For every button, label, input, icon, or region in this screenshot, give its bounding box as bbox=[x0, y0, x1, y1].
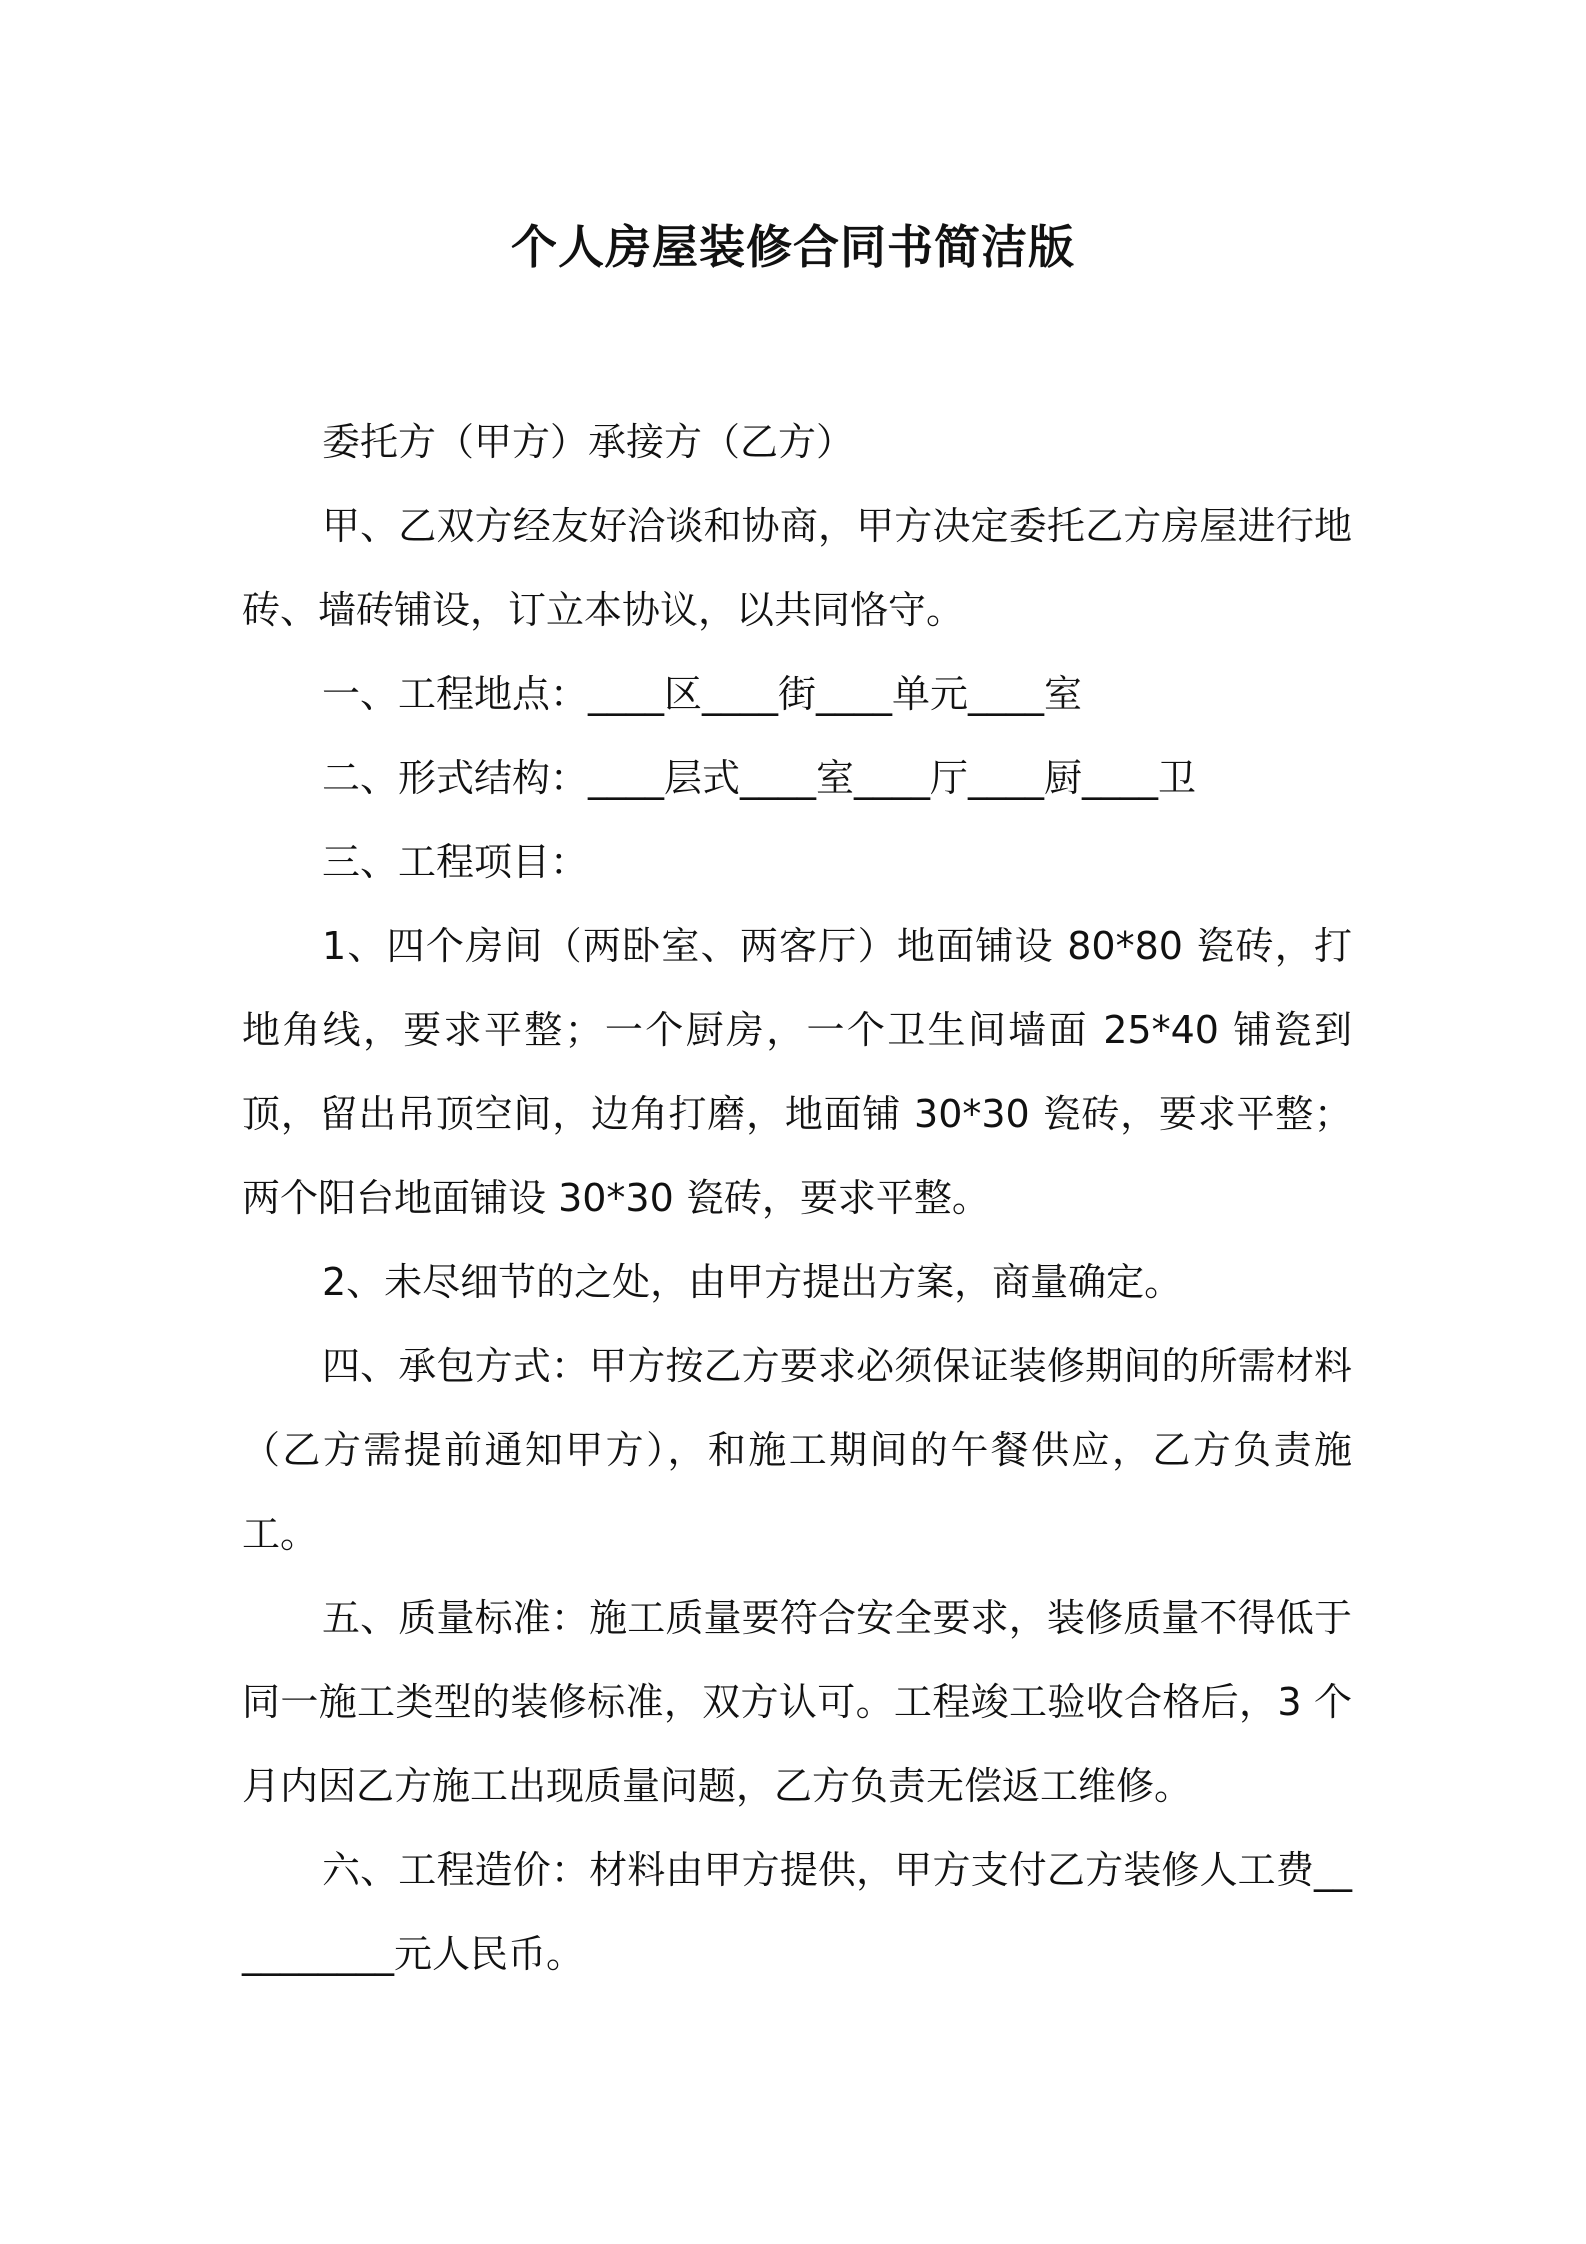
document-title: 个人房屋装修合同书简洁版 bbox=[511, 220, 1075, 274]
paragraph-quality-standard: 五、质量标准：施工质量要符合安全要求，装修质量不得低于同一施工类型的装修标准，双方认可。工程竣工验收合格后，3 个月内因乙方施工出现质量问题，乙方负责无偿返工维修。 bbox=[242, 1596, 1352, 1808]
paragraph-project-location: 一、工程地点：____区____街____单元____室 bbox=[322, 672, 1083, 716]
paragraph-project-cost: 六、工程造价：材料由甲方提供，甲方支付乙方装修人工费__________元人民币。 bbox=[242, 1848, 1352, 1976]
paragraph-parties: 委托方（甲方）承接方（乙方） bbox=[322, 420, 855, 464]
paragraph-item-1: 1、四个房间（两卧室、两客厅）地面铺设 80*80 瓷砖，打地角线，要求平整；一个厨房，一个卫生间墙面 25*40 铺瓷到顶，留出吊顶空间，边角打磨，地面铺 30*30 瓷砖，要求平整；两个阳台地面铺设 30*30 瓷砖，要求平整。 bbox=[242, 924, 1352, 1220]
paragraph-contract-method: 四、承包方式：甲方按乙方要求必须保证装修期间的所需材料（乙方需提前通知甲方），和施工期间的午餐供应，乙方负责施工。 bbox=[242, 1344, 1352, 1556]
paragraph-item-2: 2、未尽细节的之处，由甲方提出方案，商量确定。 bbox=[322, 1260, 1183, 1304]
document-body bbox=[242, 400, 1352, 1996]
paragraph-structure: 二、形式结构：____层式____室____厅____厨____卫 bbox=[322, 756, 1197, 800]
paragraph-preamble: 甲、乙双方经友好洽谈和协商，甲方决定委托乙方房屋进行地砖、墙砖铺设，订立本协议，以共同恪守。 bbox=[242, 504, 1352, 632]
paragraph-project-items-heading: 三、工程项目： bbox=[322, 840, 589, 884]
